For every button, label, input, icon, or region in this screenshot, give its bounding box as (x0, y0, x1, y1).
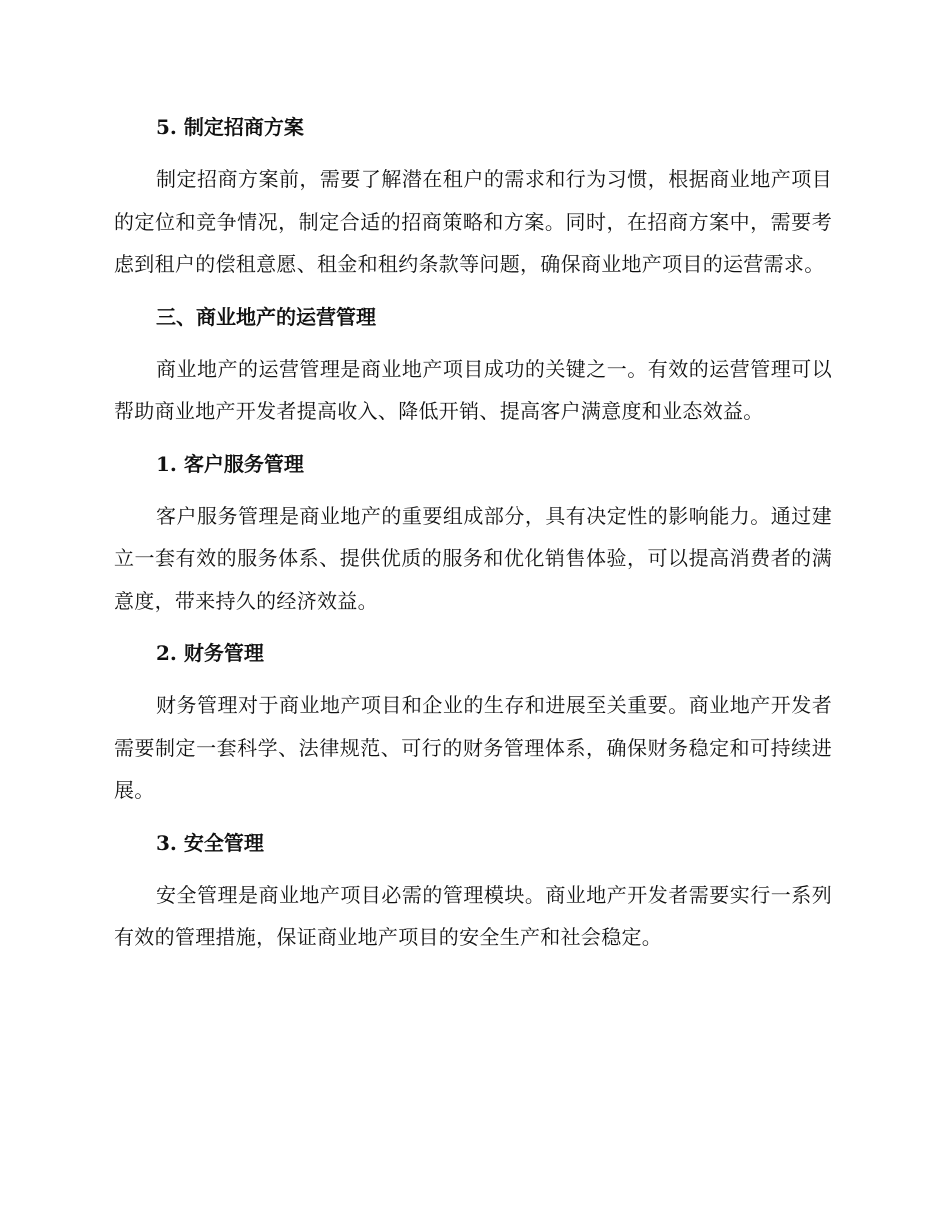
document-body (114, 106, 832, 959)
section-heading-financial-management: 2. 财务管理 (156, 641, 264, 665)
section-paragraph-safety-management: 安全管理是商业地产项目必需的管理模块。商业地产开发者需要实行一系列有效的管理措施，保证商业地产项目的安全生产和社会稳定。 (114, 882, 832, 949)
section-heading-customer-service: 1. 客户服务管理 (156, 451, 304, 476)
section-paragraph-operations-management: 商业地产的运营管理是商业地产项目成功的关键之一。有效的运营管理可以帮助商业地产开发者提高收入、降低开销、提高客户满意度和业态效益。 (114, 356, 832, 423)
section-heading-safety-management: 3. 安全管理 (156, 830, 264, 855)
section-heading-invitation-plan: 5. 制定招商方案 (156, 115, 304, 139)
section-paragraph-customer-service: 客户服务管理是商业地产的重要组成部分，具有决定性的影响能力。通过建立一套有效的服务体系、提供优质的服务和优化销售体验，可以提高消费者的满意度，带来持久的经济效益。 (114, 503, 832, 613)
section-paragraph-financial-management: 财务管理对于商业地产项目和企业的生存和进展至关重要。商业地产开发者需要制定一套科学、法律规范、可行的财务管理体系，确保财务稳定和可持续进展。 (114, 693, 832, 802)
section-paragraph-invitation-plan: 制定招商方案前，需要了解潜在租户的需求和行为习惯，根据商业地产项目的定位和竞争情况，制定合适的招商策略和方案。同时，在招商方案中，需要考虑到租户的偿租意愿、租金和租约条款等问题，确保商业地产项目的运营需求。 (114, 167, 832, 276)
section-heading-operations-management: 三、商业地产的运营管理 (156, 304, 376, 329)
